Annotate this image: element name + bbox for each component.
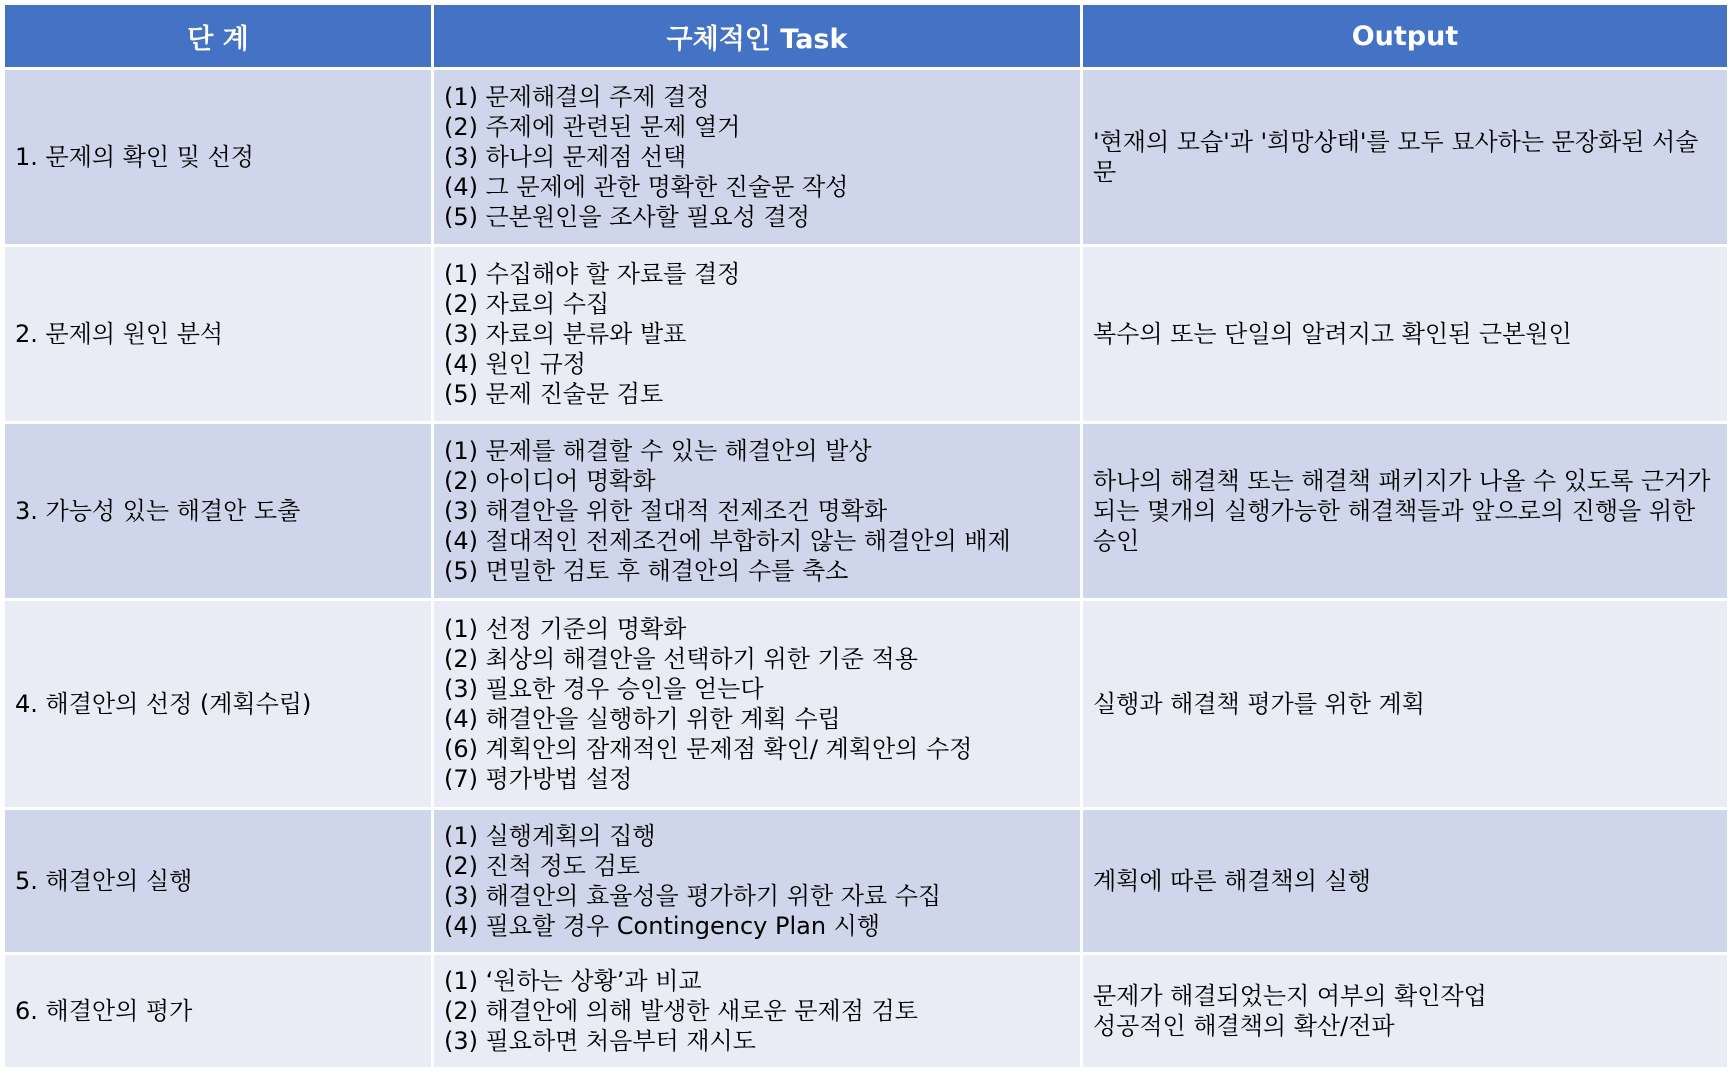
table-row [4,69,1729,246]
task-item: (4) 해결안을 실행하기 위한 계획 수립 [444,705,841,733]
task-cell [433,69,1082,246]
stage-label: 3. 가능성 있는 해결안 도출 [15,497,301,525]
task-item: (5) 문제 진술문 검토 [444,380,664,408]
stage-cell [4,69,433,246]
stage-cell [4,809,433,954]
problem-solving-process-table [2,2,1730,1070]
task-cell [433,600,1082,809]
task-item: (3) 필요한 경우 승인을 얻는다 [444,675,764,703]
output-text: 문제가 해결되었는지 여부의 확인작업 [1093,982,1487,1010]
task-item: (1) 수집해야 할 자료를 결정 [444,260,741,288]
output-text: 실행과 해결책 평가를 위한 계획 [1093,690,1425,718]
task-item: (2) 해결안에 의해 발생한 새로운 문제점 검토 [444,997,918,1025]
header-task: 구체적인 Task [433,4,1082,69]
task-item: (2) 주제에 관련된 문제 열거 [444,113,741,141]
task-item: (1) 실행계획의 집행 [444,822,656,850]
table-row [4,954,1729,1069]
stage-label: 6. 해결안의 평가 [15,997,193,1025]
output-text: 성공적인 해결책의 확산/전파 [1093,1012,1395,1040]
stage-cell [4,954,433,1069]
task-item: (2) 최상의 해결안을 선택하기 위한 기준 적용 [444,645,918,673]
task-item: (5) 근본원인을 조사할 필요성 결정 [444,203,810,231]
stage-cell [4,600,433,809]
table-row [4,600,1729,809]
task-item: (1) 문제를 해결할 수 있는 해결안의 발상 [444,437,872,465]
output-cell [1082,954,1729,1069]
task-item: (3) 해결안을 위한 절대적 전제조건 명확화 [444,497,888,525]
output-cell [1082,69,1729,246]
stage-cell [4,246,433,423]
output-text: 계획에 따른 해결책의 실행 [1093,867,1371,895]
task-item: (3) 자료의 분류와 발표 [444,320,687,348]
table-row [4,809,1729,954]
task-item: (5) 면밀한 검토 후 해결안의 수를 축소 [444,557,849,585]
table-row [4,423,1729,600]
output-text: '현재의 모습'과 '희망상태'를 모두 묘사하는 문장화된 서술문 [1093,128,1699,186]
header-stage: 단 계 [4,4,433,69]
task-item: (2) 자료의 수집 [444,290,610,318]
task-cell [433,954,1082,1069]
task-item: (2) 아이디어 명확화 [444,467,656,495]
task-cell [433,809,1082,954]
task-item: (4) 그 문제에 관한 명확한 진술문 작성 [444,173,849,201]
task-cell [433,246,1082,423]
stage-label: 5. 해결안의 실행 [15,867,193,895]
stage-label: 4. 해결안의 선정 (계획수립) [15,690,312,718]
output-cell [1082,809,1729,954]
table-header-row [4,4,1729,69]
stage-cell [4,423,433,600]
task-item: (4) 필요할 경우 Contingency Plan 시행 [444,912,881,940]
task-item: (2) 진척 정도 검토 [444,852,640,880]
task-item: (3) 필요하면 처음부터 재시도 [444,1027,756,1055]
task-cell [433,423,1082,600]
task-item: (3) 하나의 문제점 선택 [444,143,687,171]
task-item: (4) 원인 규정 [444,350,586,378]
task-item: (4) 절대적인 전제조건에 부합하지 않는 해결안의 배제 [444,527,1011,555]
table-row [4,246,1729,423]
task-item: (7) 평가방법 설정 [444,765,633,793]
output-text: 복수의 또는 단일의 알려지고 확인된 근본원인 [1093,320,1572,348]
task-item: (1) 문제해결의 주제 결정 [444,83,710,111]
output-text: 하나의 해결책 또는 해결책 패키지가 나올 수 있도록 근거가 되는 몇개의 실행가능한 해결책들과 앞으로의 진행을 위한 승인 [1093,467,1711,555]
output-cell [1082,600,1729,809]
task-item: (3) 해결안의 효율성을 평가하기 위한 자료 수집 [444,882,942,910]
header-output: Output [1082,4,1729,69]
task-item: (1) 선정 기준의 명확화 [444,615,687,643]
process-table-container [2,2,1727,1070]
stage-label: 2. 문제의 원인 분석 [15,320,224,348]
stage-label: 1. 문제의 확인 및 선정 [15,143,254,171]
output-cell [1082,423,1729,600]
task-item: (1) ‘원하는 상황’과 비교 [444,967,702,995]
task-item: (6) 계획안의 잠재적인 문제점 확인/ 계획안의 수정 [444,735,973,763]
output-cell [1082,246,1729,423]
